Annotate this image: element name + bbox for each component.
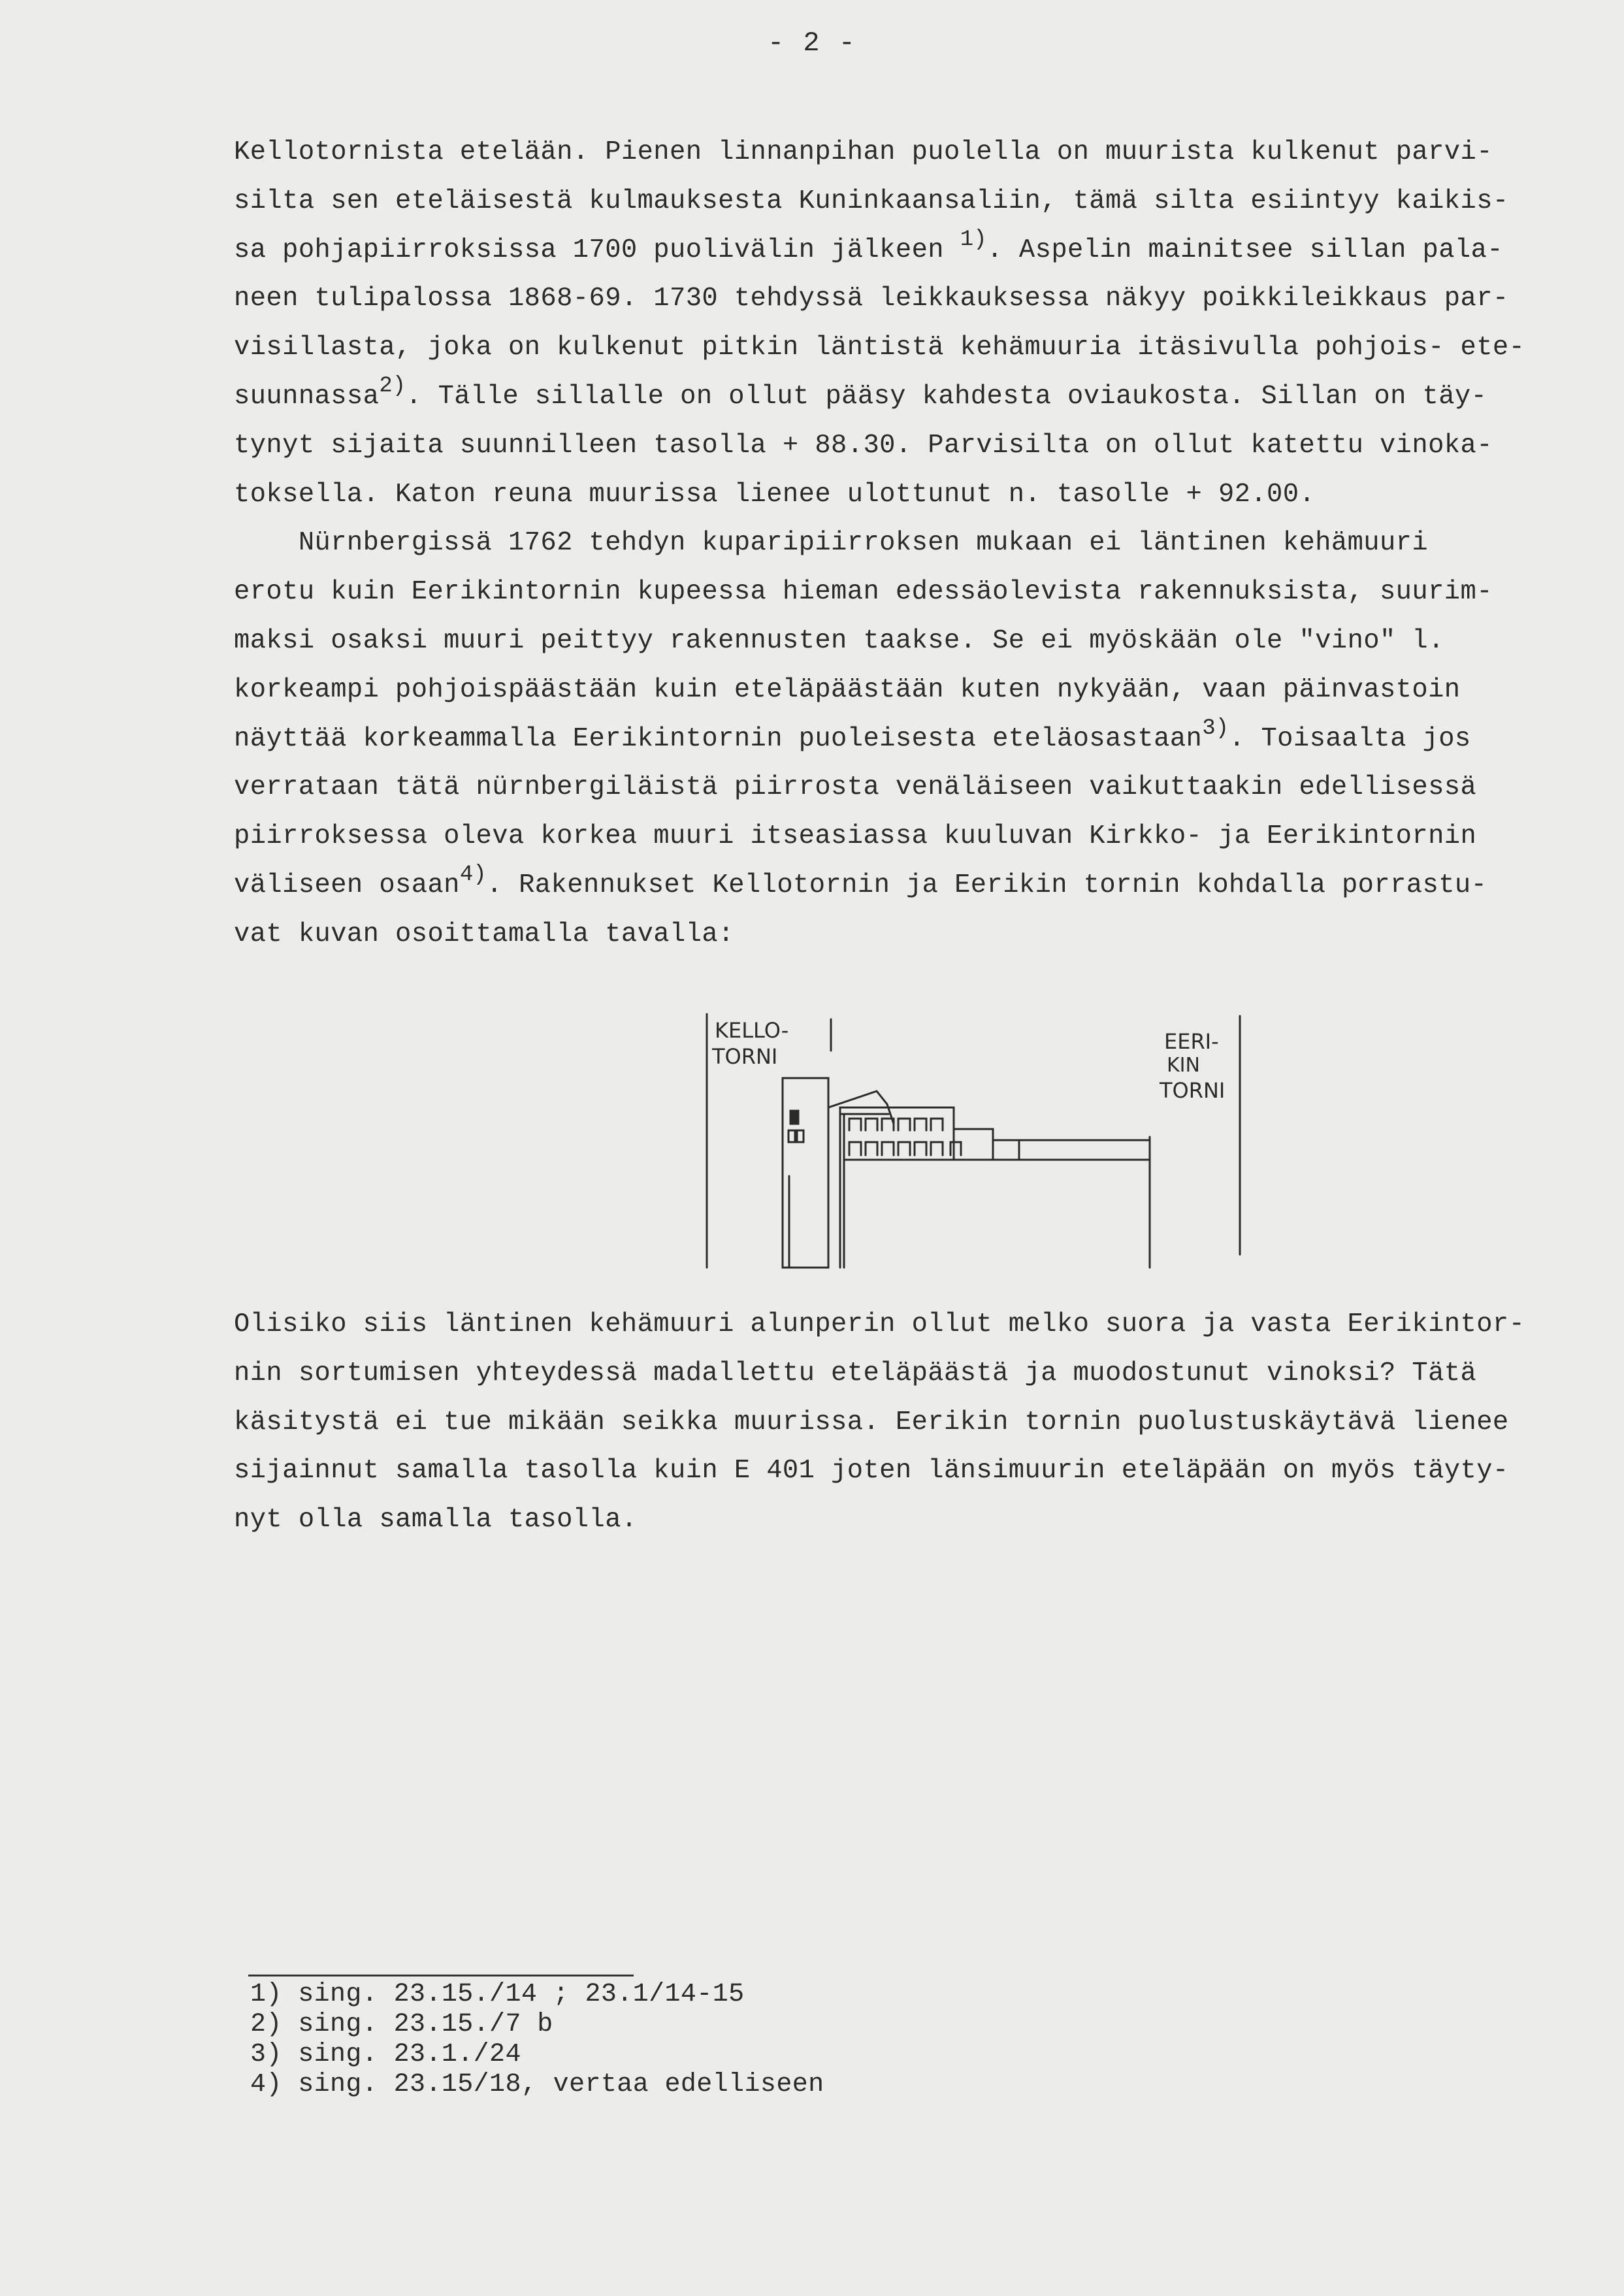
body-text-upper <box>234 128 1599 959</box>
footnote: 1) sing. 23.15./14 ; 23.1/14-15 <box>250 1980 745 2009</box>
text-fragment: . Aspelin mainitsee sillan pala- <box>986 235 1504 265</box>
page-number: - 2 - <box>767 27 857 59</box>
text-fragment: sa pohjapiirroksissa 1700 puolivälin jälkeen <box>234 235 960 265</box>
footnote-ref-4: 4) <box>459 862 487 887</box>
text-line: silta sen eteläisestä kulmauksesta Kuninkaansaliin, tämä silta esiintyy kaikis- <box>234 186 1509 216</box>
footnote: 4) sing. 23.15/18, vertaa edelliseen <box>250 2070 824 2099</box>
text-line <box>234 861 1599 910</box>
text-line <box>234 372 1599 421</box>
footnotes <box>250 1980 824 2100</box>
text-line: käsitystä ei tue mikään seikka muurissa. Eerikin tornin puolustuskäytävä lienee <box>234 1407 1509 1437</box>
text-line: Olisiko siis läntinen kehämuuri alunperin ollut melko suora ja vasta Eerikintor- <box>234 1309 1525 1339</box>
text-line: nin sortumisen yhteydessä madallettu eteläpäästä ja muodostunut vinoksi? Tätä <box>234 1358 1477 1388</box>
text-line: Kellotornista etelään. Pienen linnanpihan puolella on muurista kulkenut parvi- <box>234 137 1493 167</box>
text-line <box>234 715 1599 764</box>
text-line: nyt olla samalla tasolla. <box>234 1505 638 1535</box>
building-sketch <box>692 1000 1267 1274</box>
footnote-ref-1: 1) <box>960 227 987 252</box>
footnote-divider <box>248 1975 634 1976</box>
footnote: 2) sing. 23.15./7 b <box>250 2010 553 2039</box>
text-line <box>234 226 1599 275</box>
text-fragment: . Toisaalta jos <box>1229 723 1471 754</box>
text-line: neen tulipalossa 1868-69. 1730 tehdyssä leikkauksessa näkyy poikkileikkaus par- <box>234 284 1509 314</box>
text-fragment: suunnassa <box>234 381 380 412</box>
sketch-label: TORNI <box>712 1044 778 1069</box>
text-line: Nürnbergissä 1762 tehdyn kuparipiirroksen mukaan ei läntinen kehämuuri <box>234 528 1429 559</box>
text-fragment: . Rakennukset Kellotornin ja Eerikin tornin kohdalla porrastu- <box>486 870 1487 900</box>
text-line: korkeampi pohjoispäästään kuin eteläpäästään kuten nykyään, vaan päinvastoin <box>234 674 1461 705</box>
text-fragment: väliseen osaan <box>234 870 460 900</box>
text-line: tynyt sijaita suunnilleen tasolla + 88.30. Parvisilta on ollut katettu vinoka- <box>234 430 1493 461</box>
text-line: maksi osaksi muuri peittyy rakennusten taakse. Se ei myöskään ole "vino" l. <box>234 625 1444 656</box>
body-text-lower <box>234 1300 1599 1545</box>
text-line: piirroksessa oleva korkea muuri itseasiassa kuuluvan Kirkko- ja Eerikintornin <box>234 821 1477 852</box>
sketch-label: TORNI <box>1160 1078 1226 1103</box>
text-line: sijainnut samalla tasolla kuin E 401 joten länsimuurin eteläpään on myös täyty- <box>234 1456 1509 1486</box>
text-line: erotu kuin Eerikintornin kupeessa hieman edessäolevista rakennuksista, suurim- <box>234 577 1493 608</box>
footnote: 3) sing. 23.1./24 <box>250 2040 521 2069</box>
sketch-label: KELLO- <box>715 1018 789 1043</box>
footnote-ref-3: 3) <box>1202 715 1229 741</box>
text-line: vat kuvan osoittamalla tavalla: <box>234 919 734 949</box>
sketch-label: KIN <box>1167 1054 1200 1077</box>
sketch-label: EERI- <box>1164 1029 1219 1054</box>
footnote-ref-2: 2) <box>379 373 406 399</box>
text-fragment: näyttää korkeammalla Eerikintornin puoleisesta eteläosastaan <box>234 723 1203 754</box>
text-fragment: . Tälle sillalle on ollut pääsy kahdesta oviaukosta. Sillan on täy- <box>406 381 1487 412</box>
text-line: toksella. Katon reuna muurissa lienee ulottunut n. tasolle + 92.00. <box>234 479 1316 510</box>
text-line: visillasta, joka on kulkenut pitkin läntistä kehämuuria itäsivulla pohjois- ete- <box>234 333 1525 363</box>
text-line: verrataan tätä nürnbergiläistä piirrosta venäläiseen vaikuttaakin edellisessä <box>234 772 1477 803</box>
